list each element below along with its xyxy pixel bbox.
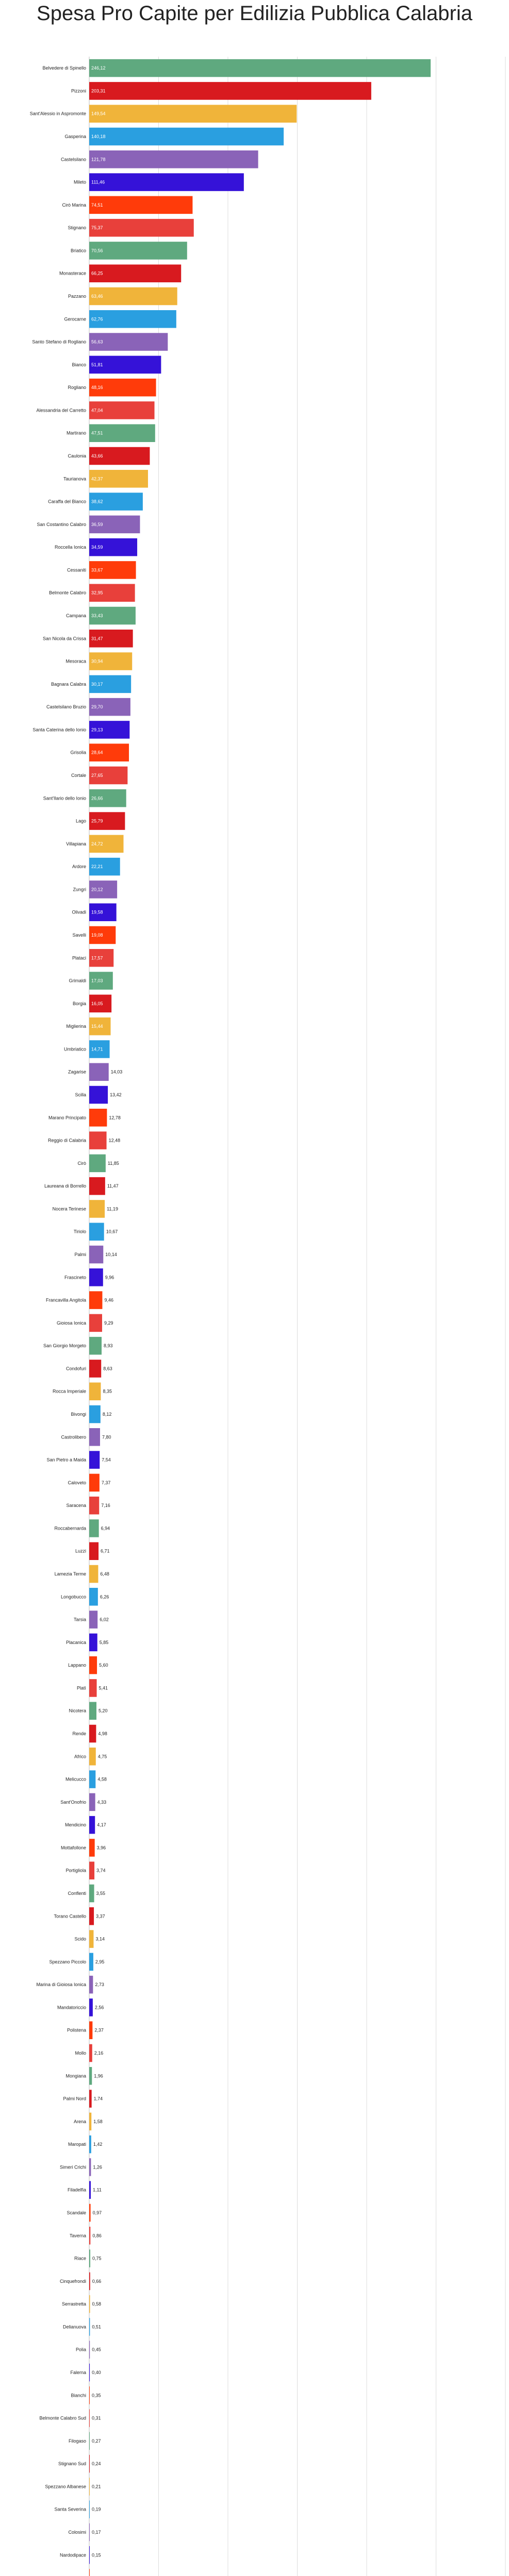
value-label: 0,51 [92, 2324, 101, 2330]
value-label: 19,58 [91, 909, 103, 915]
value-label: 3,37 [96, 1913, 105, 1919]
category-label: Africo [74, 1754, 86, 1759]
category-label: Santo Stefano di Rogliano [32, 339, 86, 345]
category-label: Spezzano Piccolo [49, 1959, 86, 1964]
bar [89, 1223, 104, 1241]
category-label: San Pietro a Maida [46, 1457, 86, 1463]
value-label: 246,12 [91, 65, 106, 71]
category-label: Cinquefrondi [59, 2278, 86, 2284]
value-label: 38,62 [91, 499, 103, 504]
value-label: 29,70 [91, 704, 103, 710]
bar [89, 1770, 95, 1788]
value-label: 7,37 [101, 1480, 111, 1485]
value-label: 111,46 [91, 179, 105, 185]
value-label: 140,18 [91, 134, 106, 139]
bar [89, 173, 244, 191]
category-label: Taverna [69, 2233, 86, 2239]
value-label: 3,14 [95, 1936, 105, 1942]
category-label: Placanica [65, 1639, 86, 1645]
value-label: 0,24 [92, 2461, 101, 2467]
category-label: Marano Principato [48, 1115, 86, 1121]
category-label: Umbriatico [63, 1046, 86, 1052]
category-label: Monasterace [59, 270, 86, 276]
bar [89, 1314, 102, 1332]
category-label: Tiriolo [73, 1229, 86, 1234]
category-label: Cirò [77, 1160, 86, 1166]
value-label: 6,48 [100, 1571, 109, 1577]
bar [89, 2500, 90, 2518]
category-label: Scandale [67, 2210, 86, 2215]
value-label: 3,74 [96, 1868, 106, 1873]
category-label: Belvedere di Spinello [42, 65, 86, 71]
category-label: Rocca Imperiale [52, 1388, 86, 1394]
value-label: 28,64 [91, 750, 103, 755]
value-label: 33,67 [91, 567, 103, 573]
bar [89, 242, 187, 260]
value-label: 25,79 [91, 818, 103, 824]
value-label: 2,37 [94, 2027, 104, 2033]
value-label: 43,66 [91, 453, 103, 459]
value-label: 4,98 [98, 1731, 107, 1736]
category-label: Mesoraca [65, 658, 86, 664]
category-label: Rogliano [68, 385, 86, 391]
bar [89, 1497, 99, 1515]
value-label: 12,78 [109, 1115, 121, 1121]
value-label: 0,45 [92, 2347, 101, 2352]
bar [89, 1611, 97, 1629]
category-label: Olivadi [72, 909, 86, 915]
bar [89, 2295, 90, 2313]
value-label: 7,54 [102, 1457, 111, 1463]
bar [89, 2409, 90, 2427]
category-label: Frascineto [64, 1275, 86, 1280]
bar [89, 2364, 90, 2382]
category-label: San Costantino Calabro [37, 521, 86, 527]
bar [89, 59, 431, 77]
bar [89, 219, 194, 237]
value-label: 6,02 [100, 1617, 109, 1622]
bar [89, 2455, 90, 2473]
value-label: 47,04 [91, 408, 103, 413]
category-label: Roccabernarda [54, 1526, 86, 1531]
bar [89, 1268, 103, 1286]
value-label: 0,17 [92, 2530, 101, 2535]
category-label: Stignano Sud [58, 2461, 86, 2467]
category-label: Conflenti [68, 1891, 86, 1896]
category-label: Lappano [68, 1663, 86, 1668]
value-label: 4,33 [97, 1799, 107, 1805]
value-label: 8,63 [103, 1366, 112, 1371]
bar [89, 1428, 100, 1446]
category-label: Belmonte Calabro [48, 590, 86, 596]
value-label: 5,60 [99, 1663, 108, 1668]
category-label: Lamezia Terme [54, 1571, 86, 1577]
value-label: 27,65 [91, 773, 103, 778]
bar [89, 264, 181, 282]
bar [89, 105, 297, 123]
bar [89, 2432, 90, 2450]
bar [89, 2136, 91, 2154]
category-label: Stignano [68, 225, 86, 231]
value-label: 2,73 [95, 1982, 104, 1988]
category-label: Serrastretta [61, 2301, 86, 2307]
value-label: 74,51 [91, 202, 103, 208]
value-label: 0,21 [92, 2484, 101, 2489]
category-label: Polistena [67, 2027, 86, 2033]
value-label: 1,11 [92, 2187, 102, 2193]
category-label: Spezzano Albanese [45, 2484, 86, 2489]
value-label: 3,96 [96, 1845, 106, 1851]
bar [89, 1291, 102, 1309]
bar [89, 1200, 105, 1218]
category-label: Cortale [71, 773, 86, 778]
value-label: 8,35 [103, 1388, 112, 1394]
value-label: 2,16 [94, 2050, 104, 2056]
bar [89, 1702, 96, 1720]
value-label: 0,97 [92, 2210, 102, 2215]
value-label: 6,26 [100, 1594, 109, 1600]
category-label: Mongiana [65, 2073, 86, 2079]
bar [89, 2181, 91, 2199]
category-label: Savelli [72, 933, 86, 938]
category-label: Scilla [75, 1092, 86, 1097]
bar [89, 82, 371, 100]
category-label: Bagnara Calabra [51, 681, 86, 687]
bar [89, 2021, 92, 2039]
bar [89, 1816, 95, 1834]
bar [89, 2090, 92, 2108]
category-label: Maropati [68, 2142, 86, 2147]
value-label: 63,46 [91, 294, 103, 299]
category-label: Belmonte Calabro Sud [39, 2415, 86, 2421]
value-label: 42,37 [91, 476, 103, 482]
value-label: 4,75 [97, 1754, 107, 1759]
category-label: San Giorgio Morgeto [43, 1343, 86, 1349]
value-label: 1,26 [93, 2164, 102, 2170]
value-label: 6,71 [101, 1548, 110, 1554]
bar [89, 1086, 108, 1104]
category-label: Caloveto [68, 1480, 86, 1485]
value-label: 10,67 [106, 1229, 118, 1234]
value-label: 0,19 [92, 2506, 101, 2512]
bar [89, 1839, 95, 1857]
bar [89, 1953, 93, 1971]
category-label: Nicotera [69, 1708, 86, 1714]
category-label: Cessaniti [67, 567, 86, 573]
value-label: 30,17 [91, 681, 103, 687]
value-label: 33,43 [91, 613, 103, 618]
bar [89, 1063, 109, 1081]
value-label: 11,19 [107, 1206, 118, 1212]
category-label: Bianco [72, 362, 86, 367]
bar [89, 1109, 107, 1127]
category-label: Melicucco [65, 1776, 86, 1782]
value-label: 1,42 [93, 2142, 103, 2147]
bar [89, 2569, 90, 2576]
bar [89, 2318, 90, 2336]
value-label: 0,15 [92, 2552, 101, 2558]
category-label: Miglierina [66, 1024, 86, 1029]
value-label: 121,78 [91, 157, 106, 162]
category-label: Scido [74, 1936, 86, 1942]
value-label: 66,25 [91, 270, 103, 276]
category-label: Marina di Gioiosa Ionica [36, 1982, 86, 1988]
category-label: Plataci [72, 955, 86, 961]
value-label: 0,27 [92, 2438, 101, 2444]
category-label: Torano Castello [54, 1913, 86, 1919]
bar [89, 1588, 98, 1606]
value-label: 149,54 [91, 111, 106, 116]
value-label: 26,66 [91, 795, 103, 801]
value-label: 4,58 [97, 1776, 107, 1782]
category-label: Polia [75, 2347, 86, 2352]
bar [89, 1861, 94, 1879]
value-label: 7,16 [101, 1503, 110, 1509]
bar [89, 1474, 100, 1492]
value-label: 11,47 [107, 1183, 119, 1189]
value-label: 31,47 [91, 636, 103, 641]
category-label: Gioiosa Ionica [56, 1320, 86, 1326]
bar [89, 1656, 97, 1674]
category-label: Portigliola [65, 1868, 86, 1873]
bar [89, 128, 284, 146]
value-label: 48,16 [91, 385, 103, 391]
bar [89, 2204, 91, 2222]
value-label: 19,08 [91, 933, 103, 938]
bar [89, 196, 192, 214]
bar [89, 1131, 107, 1149]
value-label: 5,85 [99, 1639, 109, 1645]
bar [89, 1405, 101, 1423]
value-label: 9,29 [104, 1320, 113, 1326]
value-label: 10,14 [105, 1252, 117, 1257]
category-label: Lago [75, 818, 86, 824]
category-label: Roccella Ionica [54, 545, 86, 550]
value-label: 29,13 [91, 727, 103, 733]
bar [89, 2158, 91, 2176]
bar [89, 1177, 105, 1195]
value-label: 2,95 [95, 1959, 105, 1964]
category-label: Condofuri [65, 1366, 86, 1371]
bar [89, 1155, 106, 1173]
bar [89, 2273, 90, 2291]
value-label: 9,46 [104, 1297, 113, 1303]
value-label: 16,05 [91, 1001, 103, 1006]
category-label: Gasperina [64, 134, 86, 139]
category-label: Campana [65, 613, 86, 618]
bar [89, 1565, 98, 1583]
value-label: 1,96 [94, 2073, 103, 2079]
value-label: 32,95 [91, 590, 103, 596]
value-label: 1,74 [93, 2096, 103, 2102]
bar [89, 1451, 100, 1469]
category-label: Castrolibero [61, 1434, 86, 1440]
value-label: 3,55 [96, 1891, 106, 1896]
category-label: Briatico [70, 248, 86, 253]
category-label: Gerocarne [64, 316, 86, 322]
value-label: 8,12 [102, 1412, 112, 1417]
category-label: Delianuova [62, 2324, 86, 2330]
value-label: 0,66 [92, 2278, 102, 2284]
category-label: Francavilla Angitola [45, 1297, 86, 1303]
category-label: Grimaldi [69, 978, 86, 984]
bar [89, 2386, 90, 2404]
category-label: Nocera Terinese [52, 1206, 86, 1212]
category-label: Filadelfia [67, 2187, 86, 2193]
bar [89, 1634, 97, 1652]
value-label: 13,42 [110, 1092, 122, 1097]
category-label: Palmi Nord [63, 2096, 86, 2102]
category-label: Grisolia [70, 750, 86, 755]
bar [89, 1246, 103, 1264]
value-label: 203,31 [91, 88, 106, 94]
bar [89, 1907, 94, 1925]
category-label: Simeri Crichi [59, 2164, 86, 2170]
category-label: Borgia [72, 1001, 86, 1006]
value-label: 14,03 [110, 1069, 123, 1075]
category-label: Bianchi [71, 2393, 86, 2398]
value-label: 24,72 [91, 841, 103, 846]
bar [89, 1725, 96, 1743]
value-label: 1,58 [93, 2119, 103, 2124]
bar [89, 1382, 101, 1400]
category-label: Mendicino [64, 1822, 86, 1828]
category-label: Sant'Alessio in Aspromonte [29, 111, 86, 116]
value-label: 8,93 [104, 1343, 113, 1349]
value-label: 12,48 [108, 1138, 121, 1143]
value-label: 17,57 [91, 955, 103, 961]
category-label: Reggio di Calabria [47, 1138, 86, 1143]
category-label: Longobucco [60, 1594, 86, 1600]
value-label: 22,21 [91, 864, 103, 870]
value-label: 15,44 [91, 1024, 103, 1029]
value-label: 5,41 [98, 1685, 108, 1691]
category-label: Platì [76, 1685, 86, 1691]
category-label: Mileto [73, 179, 86, 185]
value-label: 4,17 [97, 1822, 106, 1828]
value-label: 36,59 [91, 521, 103, 527]
category-label: Palmi [74, 1252, 86, 1257]
category-label: Martirano [66, 430, 86, 436]
value-label: 0,40 [92, 2370, 101, 2375]
bar [89, 1930, 93, 1948]
category-label: Santa Caterina dello Ionio [32, 727, 86, 733]
value-label: 20,12 [91, 887, 103, 892]
category-label: Colosimi [68, 2530, 86, 2535]
category-label: Castelsilano [60, 157, 86, 162]
category-label: Mottafollone [60, 1845, 86, 1851]
value-label: 51,81 [91, 362, 103, 367]
value-label: 9,96 [105, 1275, 114, 1280]
category-label: Riace [74, 2256, 86, 2261]
category-label: Mandatoriccio [57, 2005, 86, 2010]
value-label: 0,86 [92, 2233, 102, 2239]
category-label: Tarsia [73, 1617, 86, 1622]
bar [89, 1542, 98, 1560]
bar [89, 1337, 102, 1355]
category-label: Alessandria del Carretto [36, 408, 86, 413]
category-label: Pizzoni [71, 88, 86, 94]
bar [89, 1793, 95, 1811]
bar [89, 1519, 99, 1537]
value-label: 47,51 [91, 430, 103, 436]
category-label: Sant'Ilario dello Ionio [43, 795, 86, 801]
bar [89, 1976, 93, 1994]
bar [89, 2546, 90, 2564]
bar [89, 2227, 90, 2245]
category-label: Villapiana [66, 841, 86, 846]
category-label: Castelsilano Bruzio [46, 704, 86, 710]
value-label: 17,03 [91, 978, 103, 984]
value-label: 75,37 [91, 225, 103, 231]
bar [89, 1360, 101, 1378]
value-label: 5,20 [98, 1708, 108, 1714]
bar [89, 150, 258, 168]
value-label: 70,56 [91, 248, 103, 253]
bar [89, 1748, 96, 1766]
category-label: Ardore [72, 864, 86, 870]
category-label: Santa Severina [54, 2506, 86, 2512]
category-label: Rende [72, 1731, 86, 1736]
category-label: Caulonia [68, 453, 86, 459]
category-label: San Nicola da Crissa [42, 636, 86, 641]
category-label: Zungri [73, 887, 86, 892]
bar [89, 1679, 97, 1697]
category-label: Mollo [75, 2050, 86, 2056]
value-label: 2,56 [94, 2005, 104, 2010]
category-label: Bivongi [71, 1412, 86, 1417]
chart-title: Spesa Pro Capite per Edilizia Pubblica Calabria [37, 2, 472, 25]
value-label: 30,94 [91, 658, 103, 664]
category-label: Saracena [66, 1503, 86, 1509]
value-label: 0,75 [92, 2256, 102, 2261]
bar [89, 2249, 90, 2267]
bar [89, 2341, 90, 2359]
bar [89, 1998, 93, 2016]
value-label: 0,35 [92, 2393, 101, 2398]
bar [89, 2478, 90, 2496]
value-label: 7,80 [102, 1434, 111, 1440]
category-label: Arena [73, 2119, 86, 2124]
category-label: Falerna [70, 2370, 86, 2375]
value-label: 34,59 [91, 545, 103, 550]
value-label: 62,76 [91, 316, 103, 322]
bar [89, 2067, 92, 2085]
category-label: Pazzano [68, 294, 86, 299]
category-label: Cirò Marina [62, 202, 86, 208]
value-label: 14,71 [91, 1046, 103, 1052]
value-label: 0,31 [92, 2415, 101, 2421]
category-label: Filogaso [68, 2438, 86, 2444]
bar [89, 2113, 91, 2131]
value-label: 6,94 [101, 1526, 110, 1531]
bar [89, 2523, 90, 2541]
value-label: 56,63 [91, 339, 103, 345]
category-label: Sant'Onofrio [60, 1799, 86, 1805]
value-label: 0,58 [92, 2301, 102, 2307]
category-label: Laureana di Borrello [44, 1183, 86, 1189]
category-label: Luzzi [75, 1548, 86, 1554]
category-label: Caraffa del Bianco [48, 499, 86, 504]
value-label: 11,85 [107, 1160, 119, 1166]
category-label: Nardodipace [59, 2552, 86, 2558]
category-label: Taurianova [63, 476, 86, 482]
bar [89, 2044, 92, 2062]
bar [89, 1885, 94, 1903]
category-label: Zagarise [68, 1069, 86, 1075]
